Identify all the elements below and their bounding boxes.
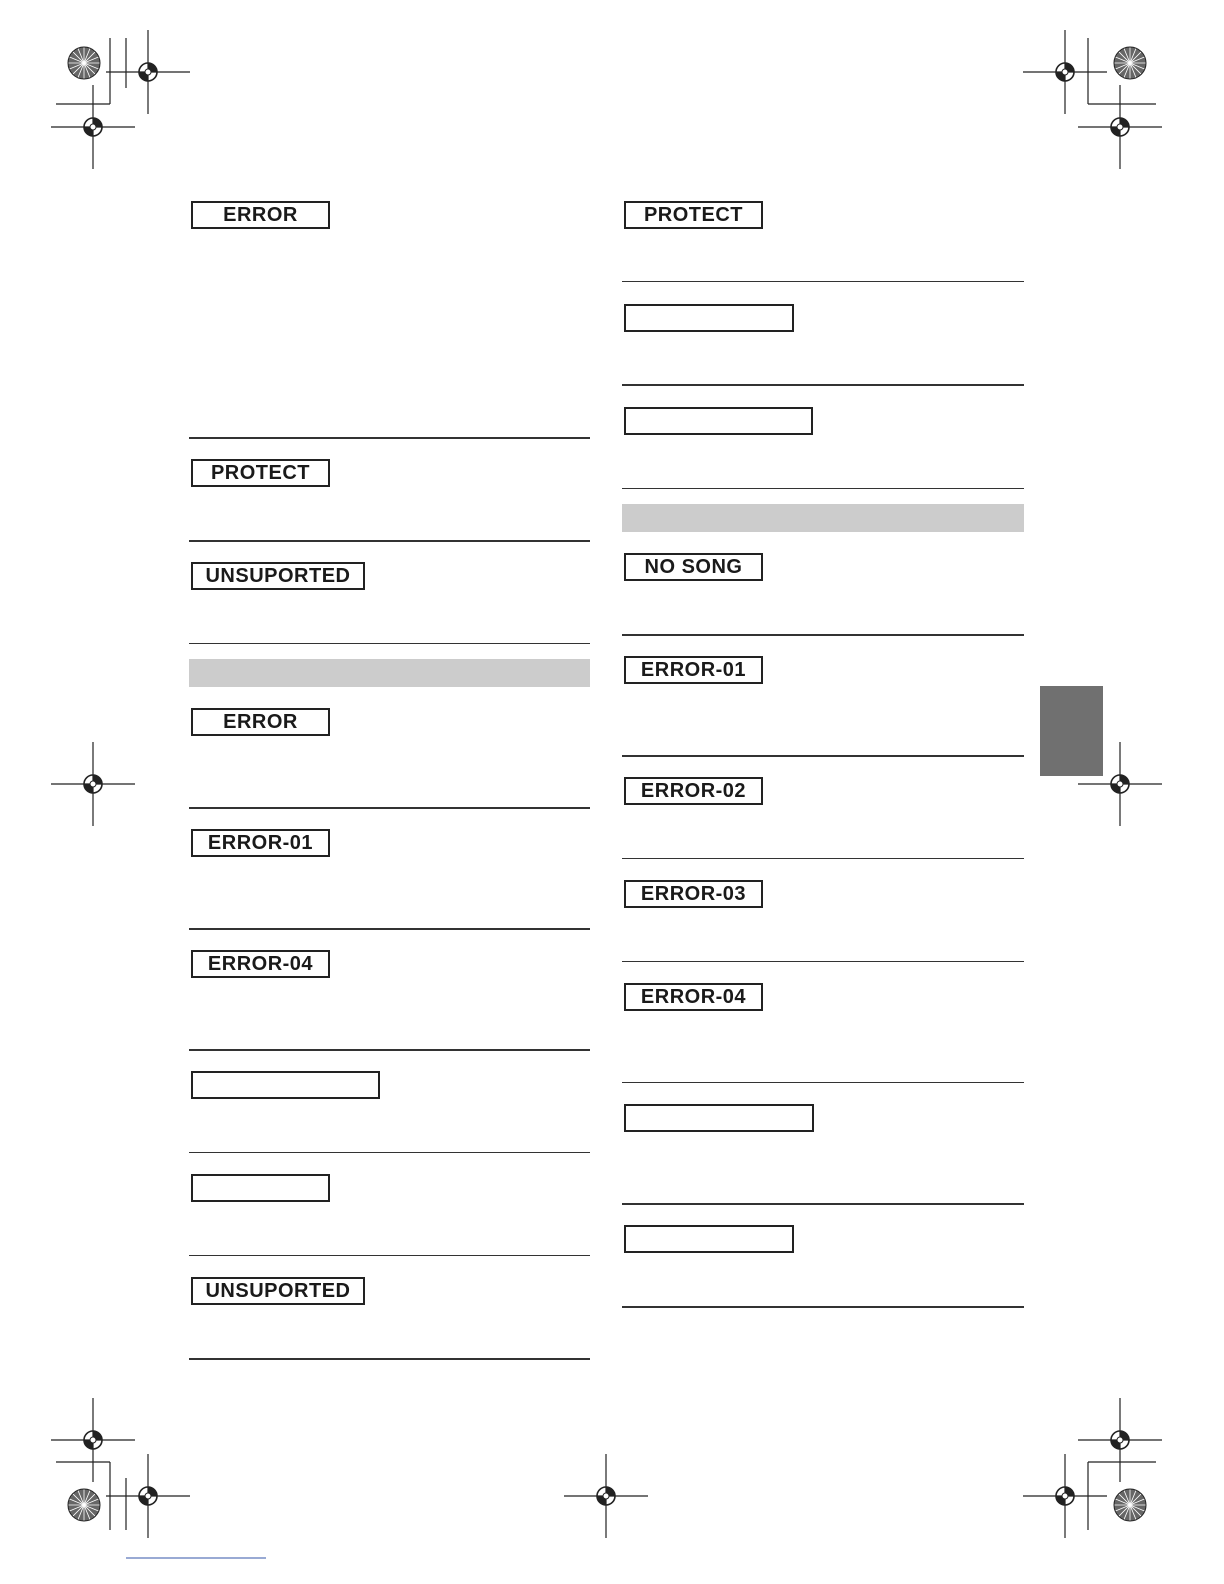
divider [189, 807, 590, 809]
divider [189, 1358, 590, 1360]
message-label-error: ERROR [191, 708, 330, 736]
section-thumb-tab [1040, 686, 1103, 776]
starburst-target-icon [1114, 1489, 1146, 1521]
divider [189, 928, 590, 930]
divider [189, 1255, 590, 1256]
registration-crosshair-icon [564, 1454, 648, 1538]
message-label-error-02: ERROR-02 [624, 777, 763, 805]
message-label-error: ERROR [191, 201, 330, 229]
message-label-blank [624, 1225, 794, 1253]
message-label-error-01: ERROR-01 [624, 656, 763, 684]
divider [189, 540, 590, 542]
message-label-protect: PROTECT [624, 201, 763, 229]
divider [622, 634, 1024, 636]
registration-crosshair-icon [106, 30, 190, 114]
registration-crosshair-icon [51, 1398, 135, 1482]
section-header-bar [622, 504, 1024, 532]
divider [189, 1152, 590, 1153]
message-label-error-03: ERROR-03 [624, 880, 763, 908]
registration-crosshair-icon [106, 1454, 190, 1538]
divider [622, 281, 1024, 282]
starburst-target-icon [68, 47, 100, 79]
message-label-protect: PROTECT [191, 459, 330, 487]
divider [622, 755, 1024, 757]
starburst-target-icon [1114, 47, 1146, 79]
registration-crosshair-icon [1023, 1454, 1107, 1538]
message-label-blank [624, 304, 794, 332]
registration-crosshair-icon [1078, 1398, 1162, 1482]
divider [622, 384, 1024, 386]
divider [622, 1306, 1024, 1308]
divider [622, 1203, 1024, 1205]
message-label-no-song: NO SONG [624, 553, 763, 581]
divider [622, 961, 1024, 962]
message-label-error-01: ERROR-01 [191, 829, 330, 857]
section-header-bar [189, 659, 590, 687]
registration-crosshair-icon [51, 742, 135, 826]
message-label-blank [624, 1104, 814, 1132]
message-label-unsupported: UNSUPORTED [191, 1277, 365, 1305]
registration-crosshair-icon [1078, 85, 1162, 169]
divider [189, 1049, 590, 1051]
divider [622, 488, 1024, 489]
message-label-blank [191, 1071, 380, 1099]
message-label-blank [624, 407, 813, 435]
message-label-error-04: ERROR-04 [191, 950, 330, 978]
divider [189, 437, 590, 439]
starburst-target-icon [68, 1489, 100, 1521]
divider [189, 643, 590, 644]
registration-crosshair-icon [1023, 30, 1107, 114]
message-label-unsupported: UNSUPORTED [191, 562, 365, 590]
message-label-error-04: ERROR-04 [624, 983, 763, 1011]
divider [622, 858, 1024, 859]
message-label-blank [191, 1174, 330, 1202]
registration-crosshair-icon [51, 85, 135, 169]
divider [622, 1082, 1024, 1083]
